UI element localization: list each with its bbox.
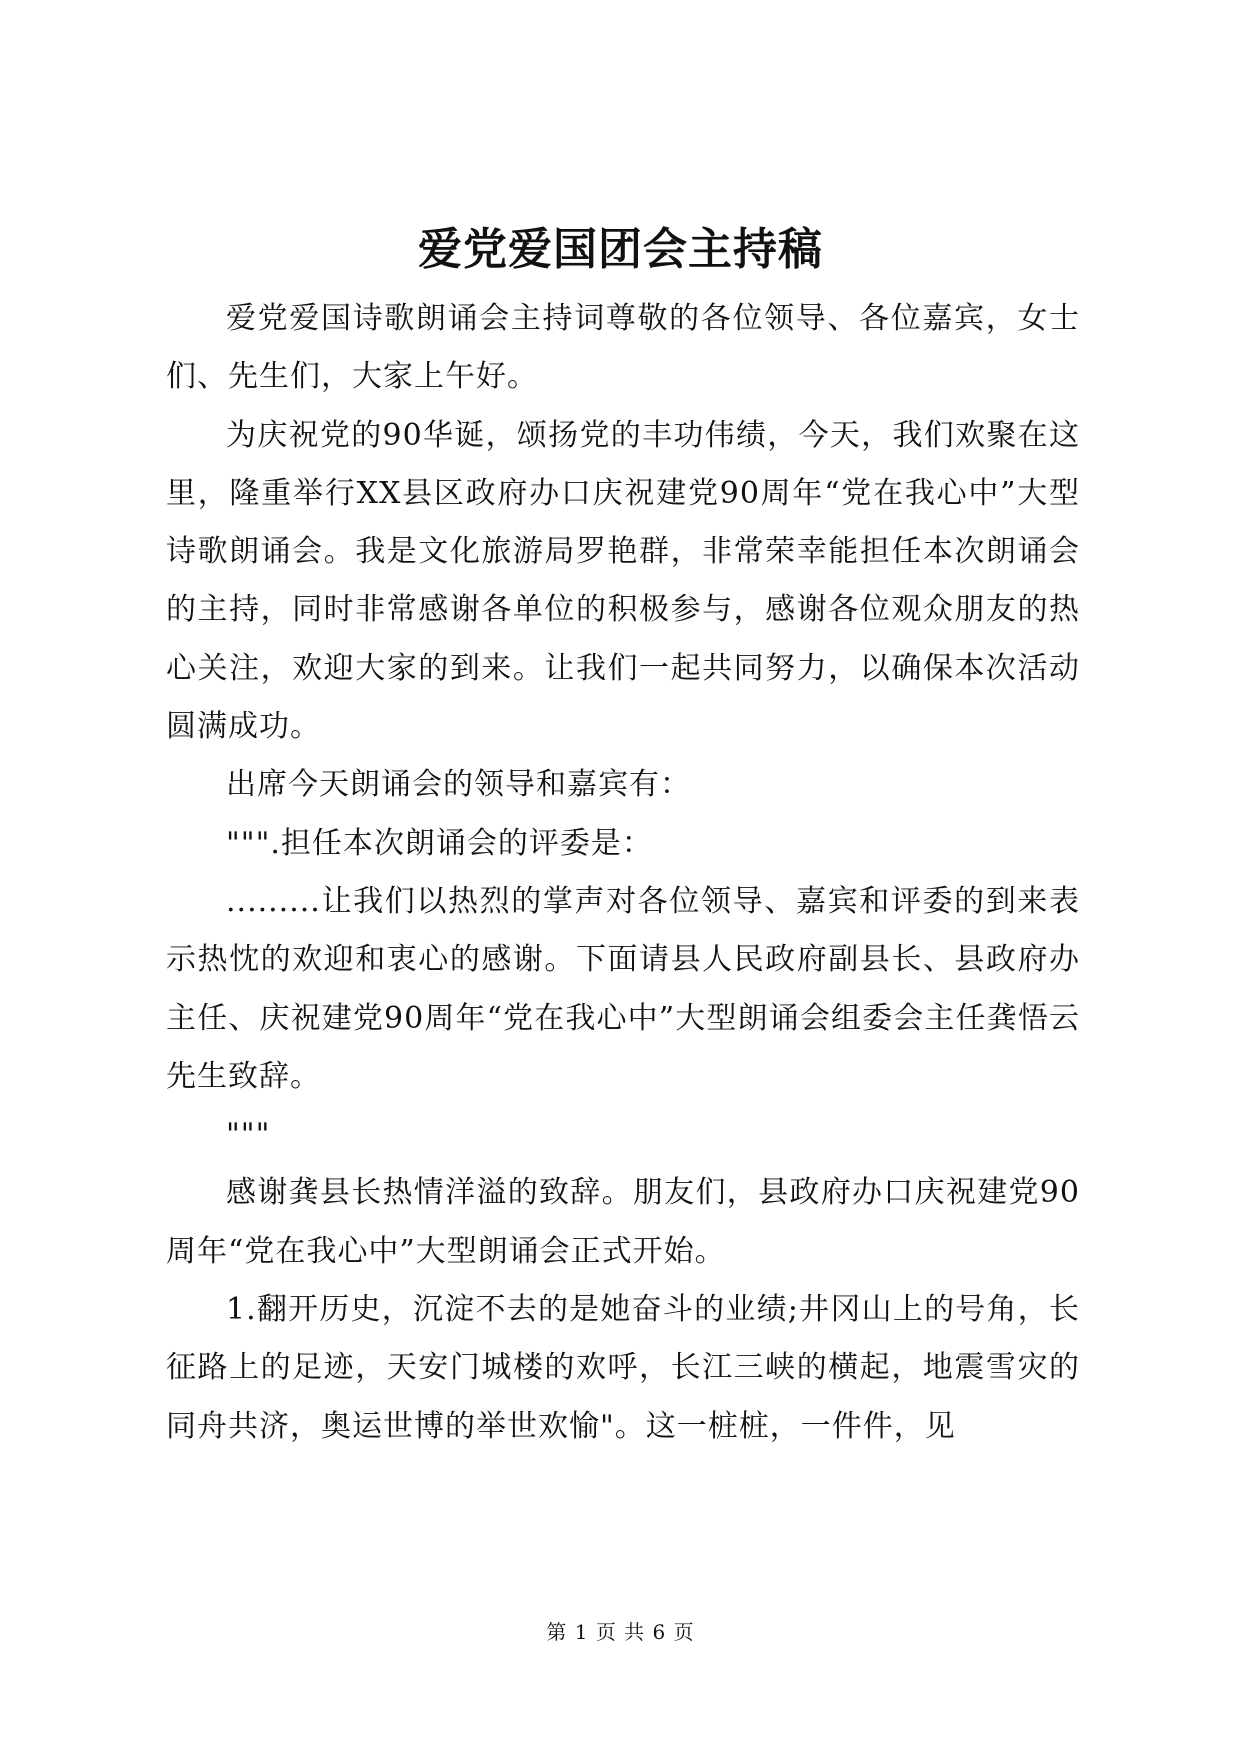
paragraph: 1.翻开历史，沉淀不去的是她奋斗的业绩;井冈山上的号角，长征路上的足迹，天安门城楼的欢呼，长江三峡的横起，地震雪灾的同舟共济，奥运世博的举世欢愉"。这一桩桩，一件件，见 <box>166 1292 1080 1444</box>
document-body <box>166 290 1080 1456</box>
document-title: 爱党爱国团会主持稿 <box>418 224 823 275</box>
paragraph: 为庆祝党的90华诞，颂扬党的丰功伟绩，今天，我们欢聚在这里，隆重举行XX县区政府办口庆祝建党90周年“党在我心中”大型诗歌朗诵会。我是文化旅游局罗艳群，非常荣幸能担任本次朗诵会的主持，同时非常感谢各单位的积极参与，感谢各位观众朋友的热心关注，欢迎大家的到来。让我们一起共同努力，以确保本次活动圆满成功。 <box>166 417 1080 745</box>
paragraph: 爱党爱国诗歌朗诵会主持词尊敬的各位领导、各位嘉宾，女士们、先生们，大家上午好。 <box>166 301 1080 395</box>
page-number-footer: 第 1 页 共 6 页 <box>546 1620 695 1644</box>
paragraph: """ <box>226 1117 271 1153</box>
paragraph: 感谢龚县长热情洋溢的致辞。朋友们，县政府办口庆祝建党90周年“党在我心中”大型朗诵会正式开始。 <box>166 1175 1080 1269</box>
paragraph: 出席今天朗诵会的领导和嘉宾有： <box>226 767 691 803</box>
paragraph: .........让我们以热烈的掌声对各位领导、嘉宾和评委的到来表示热忱的欢迎和衷心的感谢。下面请县人民政府副县长、县政府办主任、庆祝建党90周年“党在我心中”大型朗诵会组委会主任龚悟云先生致辞。 <box>166 883 1080 1094</box>
paragraph: """.担任本次朗诵会的评委是： <box>226 825 653 861</box>
